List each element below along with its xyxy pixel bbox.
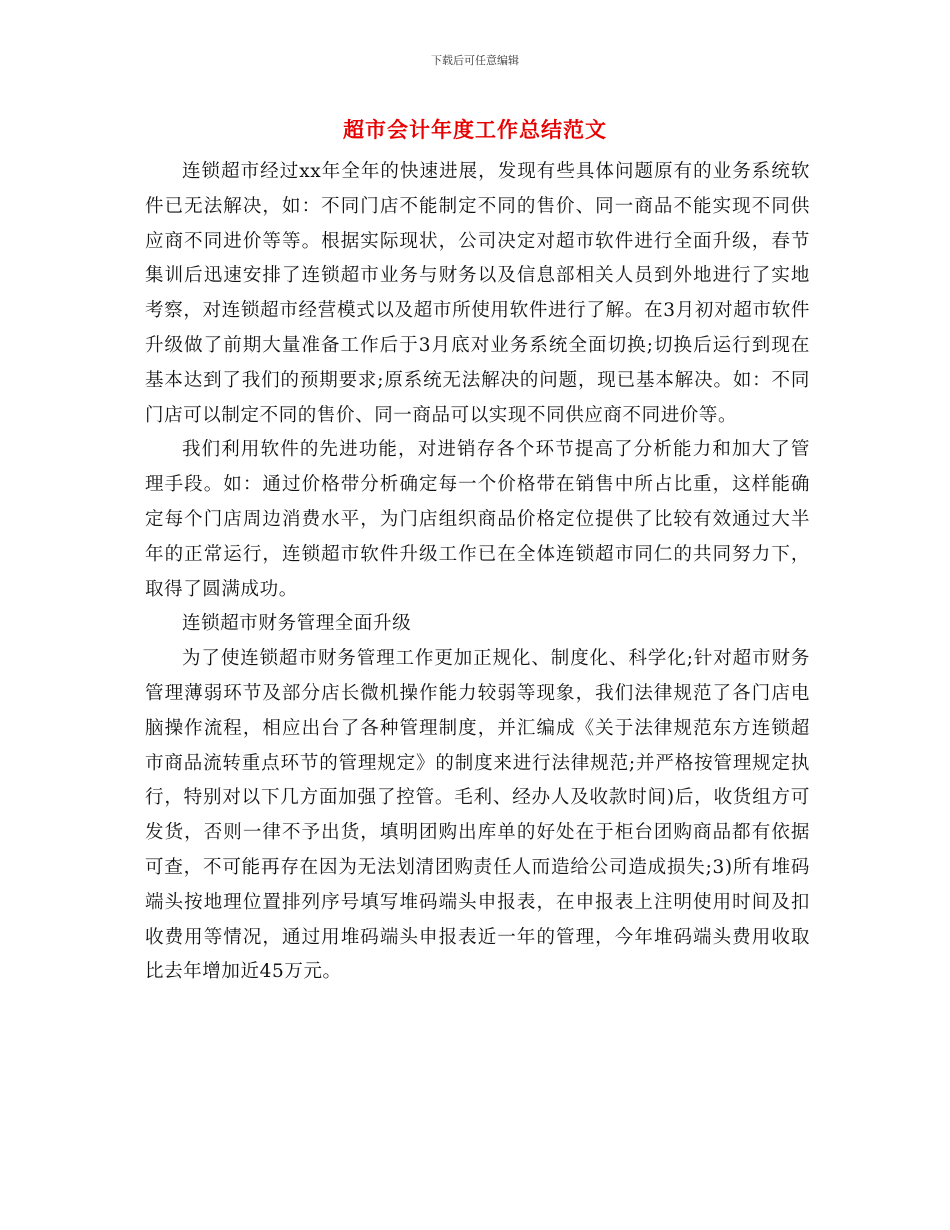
paragraph-software-upgrade: 连锁超市经过xx年全年的快速进展，发现有些具体问题原有的业务系统软件已无法解决，如：不同门店不能制定不同的售价、同一商品不能实现不同供应商不同进价等等。根据实际现状，公司决定对超市软件进行全面升级，春节集训后迅速安排了连锁超市业务与财务以及信息部相关人员到外地进行了实地考察，对连锁超市经营模式以及超市所使用软件进行了解。在3月初对超市软件升级做了前期大量准备工作后于3月底对业务系统全面切换;切换后运行到现在基本达到了我们的预期要求;原系统无法解决的问题，现已基本解决。如：不同门店可以制定不同的售价、同一商品可以实现不同供应商不同进价等。: [145, 161, 810, 426]
page-header-note: 下载后可任意编辑: [431, 54, 519, 67]
document-body: [145, 155, 810, 990]
paragraph-finance-management: 为了使连锁超市财务管理工作更加正规化、制度化、科学化;针对超市财务管理薄弱环节及部分店长微机操作能力较弱等现象，我们法律规范了各门店电脑操作流程，相应出台了各种管理制度，并汇编成《关于法律规范东方连锁超市商品流转重点环节的管理规定》的制度来进行法律规范;并严格按管理规定执行，特别对以下几方面加强了控管。毛利、经办人及收款时间)后，收货组方可发货，否则一律不予出货，填明团购出库单的好处在于柜台团购商品都有依据可查，不可能再存在因为无法划清团购责任人而造给公司造成损失;3)所有堆码端头按地理位置排列序号填写堆码端头申报表，在申报表上注明使用时间及扣收费用等情况，通过用堆码端头申报表近一年的管理，今年堆码端头费用收取比去年增加近45万元。: [145, 648, 810, 983]
document-title: 超市会计年度工作总结范文: [343, 117, 607, 142]
section-heading-finance-upgrade: 连锁超市财务管理全面升级: [182, 613, 412, 635]
paragraph-software-results: 我们利用软件的先进功能，对进销存各个环节提高了分析能力和加大了管理手段。如：通过价格带分析确定每一个价格带在销售中所占比重，这样能确定每个门店周边消费水平，为门店组织商品价格定位提供了比较有效通过大半年的正常运行，连锁超市软件升级工作已在全体连锁超市同仁的共同努力下，取得了圆满成功。: [145, 439, 810, 600]
